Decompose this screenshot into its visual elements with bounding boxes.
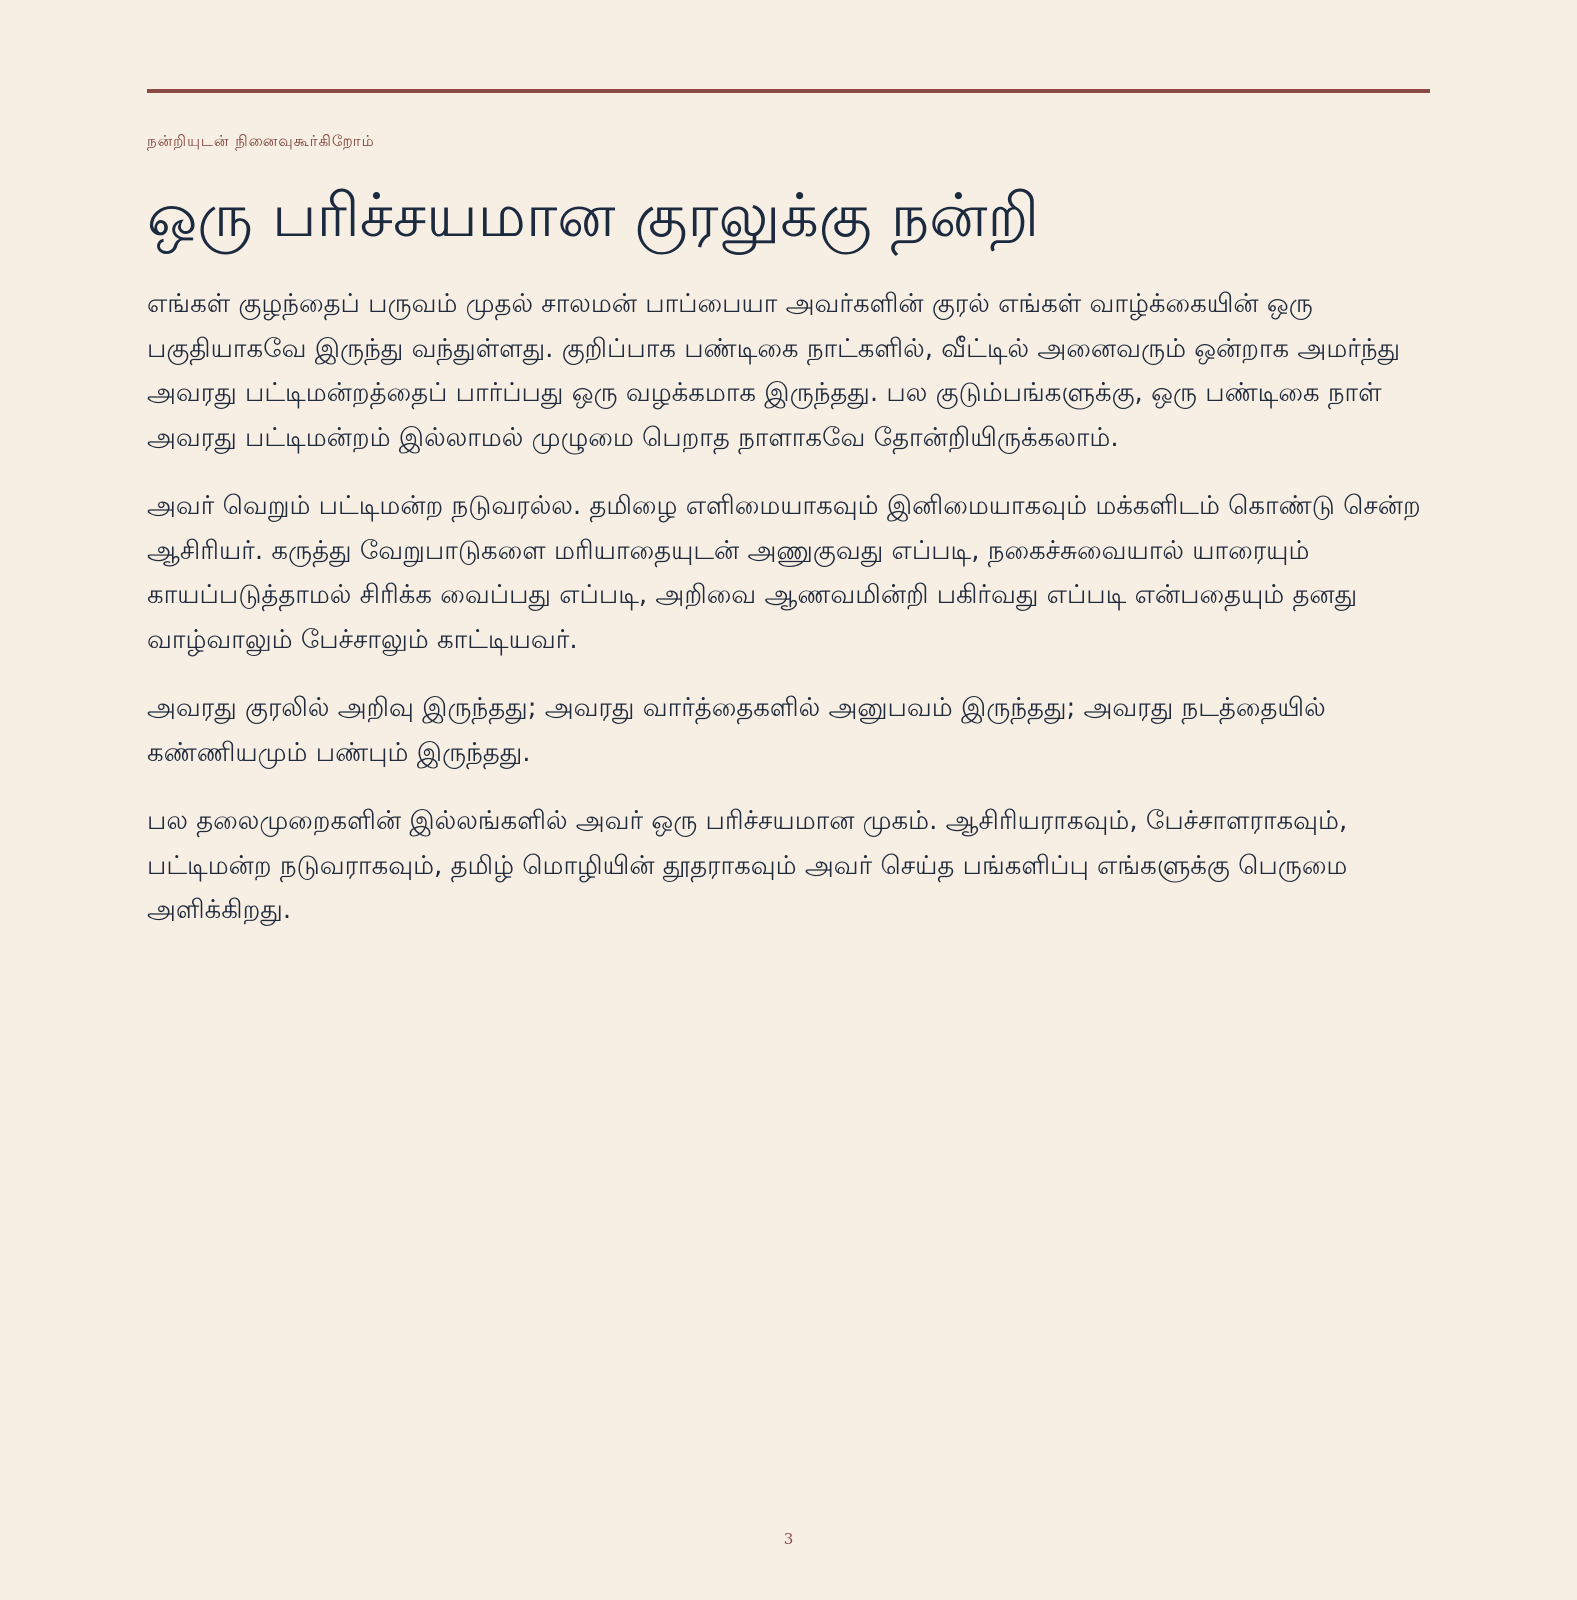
paragraph-1: எங்கள் குழந்தைப் பருவம் முதல் சாலமன் பாப்பையா அவர்களின் குரல் எங்கள் வாழ்க்கையின் ஒரு பகுதியாகவே இருந்து வந்துள்ளது. குறிப்பாக பண்டிகை நாட்களில், வீட்டில் அனைவரும் ஒன்றாக அமர்ந்து அவரது பட்டிமன்றத்தைப் பார்ப்பது ஒரு வழக்கமாக இருந்தது. பல குடும்பங்களுக்கு, ஒரு பண்டிகை நாள் அவரது பட்டிமன்றம் இல்லாமல் முழுமை பெறாத நாளாகவே தோன்றியிருக்கலாம். xyxy=(147,289,1401,453)
page-number: 3 xyxy=(783,1530,794,1548)
page-title: ஒரு பரிச்சயமான குரலுக்கு நன்றி xyxy=(147,181,1040,251)
top-divider xyxy=(147,89,1430,93)
body-text xyxy=(147,282,1430,957)
paragraph-3: அவரது குரலில் அறிவு இருந்தது; அவரது வார்த்தைகளில் அனுபவம் இருந்தது; அவரது நடத்தையில் கண்ணியமும் பண்பும் இருந்தது. xyxy=(147,693,1326,768)
eyebrow-label: நன்றியுடன் நினைவுகூர்கிறோம் xyxy=(147,132,375,150)
paragraph-2: அவர் வெறும் பட்டிமன்ற நடுவரல்ல. தமிழை எளிமையாகவும் இனிமையாகவும் மக்களிடம் கொண்டு சென்ற ஆசிரியர். கருத்து வேறுபாடுகளை மரியாதையுடன் அணுகுவது எப்படி, நகைச்சுவையால் யாரையும் காயப்படுத்தாமல் சிரிக்க வைப்பது எப்படி, அறிவை ஆணவமின்றி பகிர்வது எப்படி என்பதையும் தனது வாழ்வாலும் பேச்சாலும் காட்டியவர். xyxy=(147,491,1421,655)
document-page xyxy=(147,0,1430,1600)
paragraph-4: பல தலைமுறைகளின் இல்லங்களில் அவர் ஒரு பரிச்சயமான முகம். ஆசிரியராகவும், பேச்சாளராகவும், பட்டிமன்ற நடுவராகவும், தமிழ் மொழியின் தூதராகவும் அவர் செய்த பங்களிப்பு எங்களுக்கு பெருமை அளிக்கிறது. xyxy=(147,806,1348,925)
